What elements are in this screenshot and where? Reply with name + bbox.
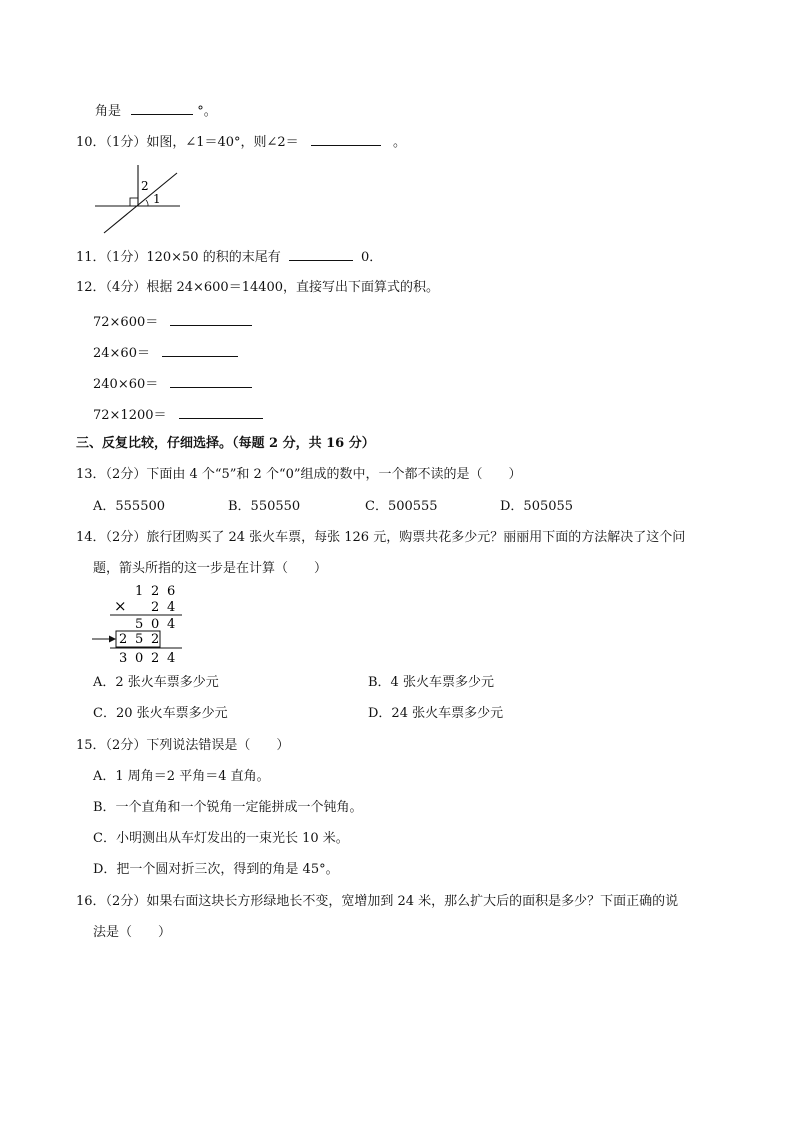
q10-angle-figure — [90, 160, 190, 238]
q14-vertical-multiplication — [90, 580, 200, 670]
q12-item-3-expr: 240×60＝ — [93, 377, 159, 392]
q12-item-4-expr: 72×1200＝ — [93, 408, 167, 423]
calc-r5-d1: 3 — [119, 651, 128, 666]
calc-times-sign: × — [114, 597, 127, 615]
calc-r1-d2: 2 — [151, 584, 160, 599]
calc-r3-d1: 5 — [135, 617, 144, 632]
q12-item-1 — [93, 312, 252, 332]
calc-r3-d3: 4 — [167, 617, 176, 632]
q14-question-line-1: 14．（2分）旅行团购买了 24 张火车票，每张 126 元，购票共花多少元？丽丽用下面的方法解决了这个问 — [76, 530, 686, 545]
q16-question-line-1: 16．（2分）如果右面这块长方形绿地长不变，宽增加到 24 米，那么扩大后的面积是多少？下面正确的说 — [76, 894, 679, 909]
calc-r4-d2: 5 — [135, 632, 144, 647]
q15-option-a[interactable]: A．1 周角＝2 平角＝4 直角。 — [93, 769, 270, 784]
q13-option-b[interactable]: B．550550 — [228, 499, 301, 514]
q14-option-b[interactable]: B．4 张火车票多少元 — [368, 675, 494, 690]
q10-suffix: 。 — [392, 135, 406, 150]
q14-question-line-2: 题，箭头所指的这一步是在计算（ ） — [93, 561, 328, 576]
q15-question: 15．（2分）下列说法错误是（ ） — [76, 738, 290, 753]
q16-question-line-2: 法是（ ） — [93, 925, 172, 940]
q10-text: 10．（1分）如图，∠1＝40°，则∠2＝ — [76, 135, 299, 150]
q13-option-a[interactable]: A．555500 — [93, 499, 166, 514]
q9-tail-prefix: 角是 — [95, 104, 122, 119]
q12-question — [76, 279, 439, 297]
calc-r4-d1: 2 — [119, 632, 128, 647]
q11-text: 11．（1分）120×50 的积的末尾有 — [76, 250, 281, 265]
q12-item-4 — [93, 405, 263, 425]
calc-r5-d2: 0 — [135, 651, 144, 666]
q12-item-1-blank[interactable] — [170, 312, 252, 326]
q10-question — [76, 132, 406, 152]
calc-r1-d3: 6 — [167, 584, 176, 599]
q13-question: 13．（2分）下面由 4 个“5”和 2 个“0”组成的数中，一个都不读的是（ ） — [76, 467, 522, 482]
calc-r1-d1: 1 — [135, 584, 144, 599]
q10-answer-blank[interactable] — [311, 132, 381, 146]
q10-label-1: 1 — [153, 192, 161, 206]
q12-item-2-expr: 24×60＝ — [93, 346, 150, 361]
q14-option-c[interactable]: C．20 张火车票多少元 — [93, 706, 228, 721]
q12-item-2-blank[interactable] — [162, 343, 238, 357]
calc-r2-d2: 4 — [167, 600, 176, 615]
q9-tail — [95, 101, 217, 121]
q10-label-2: 2 — [141, 179, 149, 193]
q13-option-d[interactable]: D．505055 — [500, 499, 574, 514]
q10-right-angle-mark — [130, 198, 138, 206]
calc-r5-d4: 4 — [167, 651, 176, 666]
calc-r4-d3: 2 — [151, 632, 160, 647]
calc-arrow-icon — [109, 636, 116, 643]
q12-item-1-expr: 72×600＝ — [93, 315, 159, 330]
q12-item-2 — [93, 343, 238, 363]
q12-item-3-blank[interactable] — [170, 374, 252, 388]
q12-text: 12．（4分）根据 24×600＝14400，直接写出下面算式的积。 — [76, 280, 440, 295]
q9-answer-blank[interactable] — [131, 101, 193, 115]
q12-item-3 — [93, 374, 252, 394]
q11-question — [76, 247, 382, 267]
q11-answer-blank[interactable] — [289, 247, 353, 261]
section-3-title: 三、反复比较，仔细选择。（每题 2 分，共 16 分） — [76, 436, 375, 451]
q13-option-c[interactable]: C．500555 — [365, 499, 438, 514]
calc-r3-d2: 0 — [151, 617, 160, 632]
q11-suffix: 0． — [360, 250, 383, 265]
q9-tail-suffix: °。 — [197, 104, 217, 119]
q10-angle-arc — [146, 200, 148, 206]
q15-option-c[interactable]: C．小明测出从车灯发出的一束光长 10 米。 — [93, 831, 349, 846]
q14-option-a[interactable]: A．2 张火车票多少元 — [93, 675, 219, 690]
q15-option-d[interactable]: D．把一个圆对折三次，得到的角是 45°。 — [93, 862, 339, 877]
calc-r5-d3: 2 — [151, 651, 160, 666]
calc-r2-d1: 2 — [151, 600, 160, 615]
q12-item-4-blank[interactable] — [179, 405, 263, 419]
q14-option-d[interactable]: D．24 张火车票多少元 — [368, 706, 504, 721]
q15-option-b[interactable]: B．一个直角和一个锐角一定能拼成一个钝角。 — [93, 800, 363, 815]
